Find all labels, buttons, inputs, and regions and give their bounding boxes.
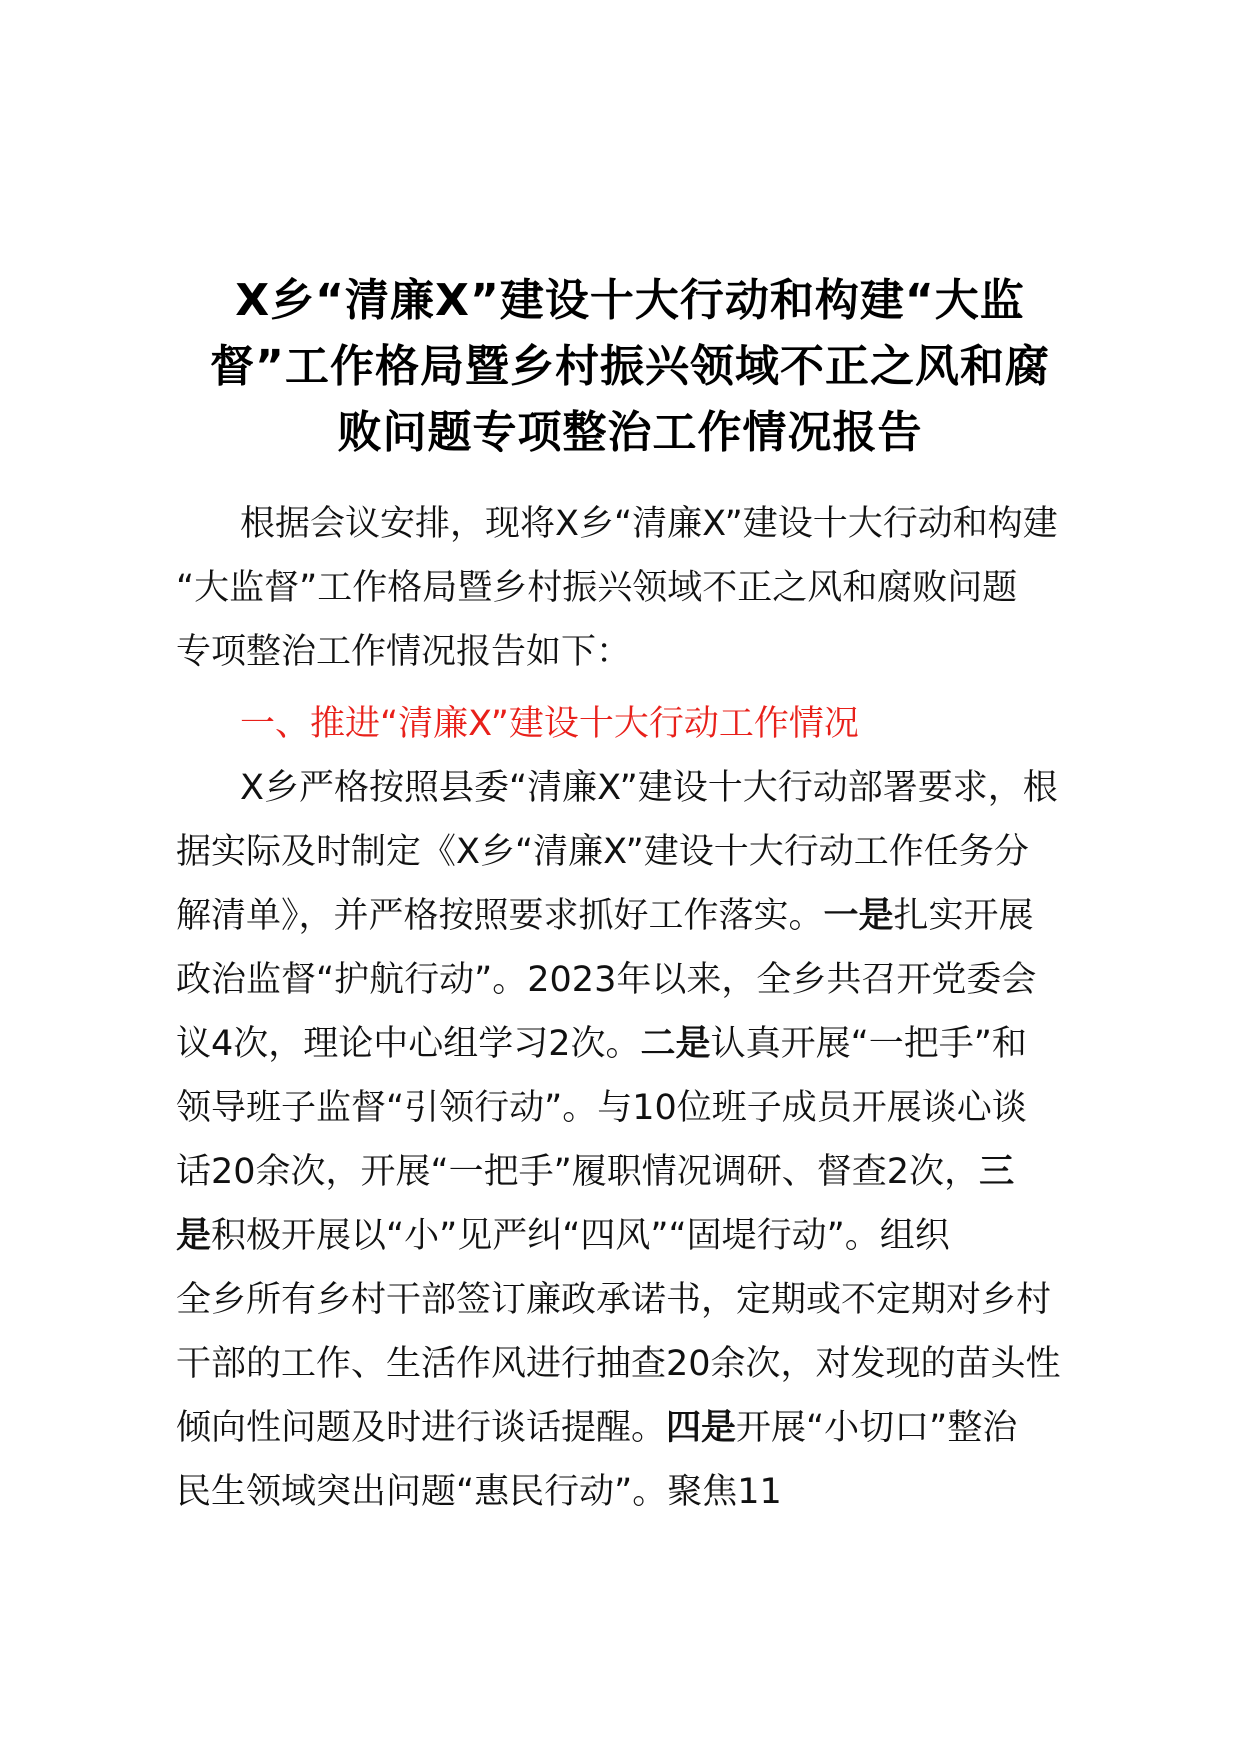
bold-marker-first: 一是 — [823, 896, 894, 936]
para-line-11 — [176, 1396, 1116, 1460]
para-line-9: 全乡所有乡村干部签订廉政承诺书，定期或不定期对乡村 — [176, 1280, 1052, 1320]
bold-marker-third-b: 是 — [176, 1216, 212, 1256]
para-text: 解清单》，并严格按照要求抓好工作落实。 — [176, 896, 824, 936]
para-line-6: 领导班子监督“引领行动”。与10位班子成员开展谈心谈 — [176, 1088, 1027, 1128]
para-line-2: 据实际及时制定《X乡“清廉X”建设十大行动工作任务分 — [176, 832, 1029, 872]
para-text: 开展“小切口”整治 — [736, 1408, 1018, 1448]
title-line-1: X乡“清廉X”建设十大行动和构建“大监 — [235, 275, 1025, 326]
para-line-7 — [176, 1140, 1116, 1204]
para-text: 话20余次，开展“一把手”履职情况调研、督查2次， — [176, 1152, 980, 1192]
para-text: 积极开展以“小”见严纠“四风”“固堤行动”。组织 — [211, 1216, 950, 1256]
para-text: 议4次，理论中心组学习2次。 — [176, 1024, 641, 1064]
para-line-1: X乡严格按照县委“清廉X”建设十大行动部署要求，根 — [240, 768, 1058, 808]
para-line-4: 政治监督“护航行动”。2023年以来，全乡共召开党委会 — [176, 960, 1037, 1000]
section-1-paragraph — [176, 756, 1116, 1524]
intro-line-3: 专项整治工作情况报告如下： — [176, 632, 632, 672]
section-heading-1: 一、推进“清廉X”建设十大行动工作情况 — [240, 704, 859, 744]
title-line-2: 督”工作格局暨乡村振兴领域不正之风和腐 — [210, 341, 1050, 392]
para-line-3 — [176, 884, 1116, 948]
para-text: 认真开展“一把手”和 — [710, 1024, 1027, 1064]
title-line-3: 败问题专项整治工作情况报告 — [337, 407, 923, 458]
para-line-8 — [176, 1204, 1116, 1268]
intro-line-1: 根据会议安排，现将X乡“清廉X”建设十大行动和构建 — [240, 504, 1058, 544]
intro-paragraph — [176, 492, 1116, 684]
document-title — [160, 268, 1100, 466]
bold-marker-third-a: 三 — [979, 1152, 1015, 1192]
para-text: 扎实开展 — [893, 896, 1034, 936]
bold-marker-fourth: 四是 — [666, 1408, 737, 1448]
para-line-12: 民生领域突出问题“惠民行动”。聚焦11 — [176, 1472, 782, 1512]
para-text: 倾向性问题及时进行谈话提醒。 — [176, 1408, 667, 1448]
bold-marker-second: 二是 — [640, 1024, 711, 1064]
intro-line-2: “大监督”工作格局暨乡村振兴领域不正之风和腐败问题 — [176, 568, 1018, 608]
para-line-5 — [176, 1012, 1116, 1076]
para-line-10: 干部的工作、生活作风进行抽查20余次，对发现的苗头性 — [176, 1344, 1061, 1384]
